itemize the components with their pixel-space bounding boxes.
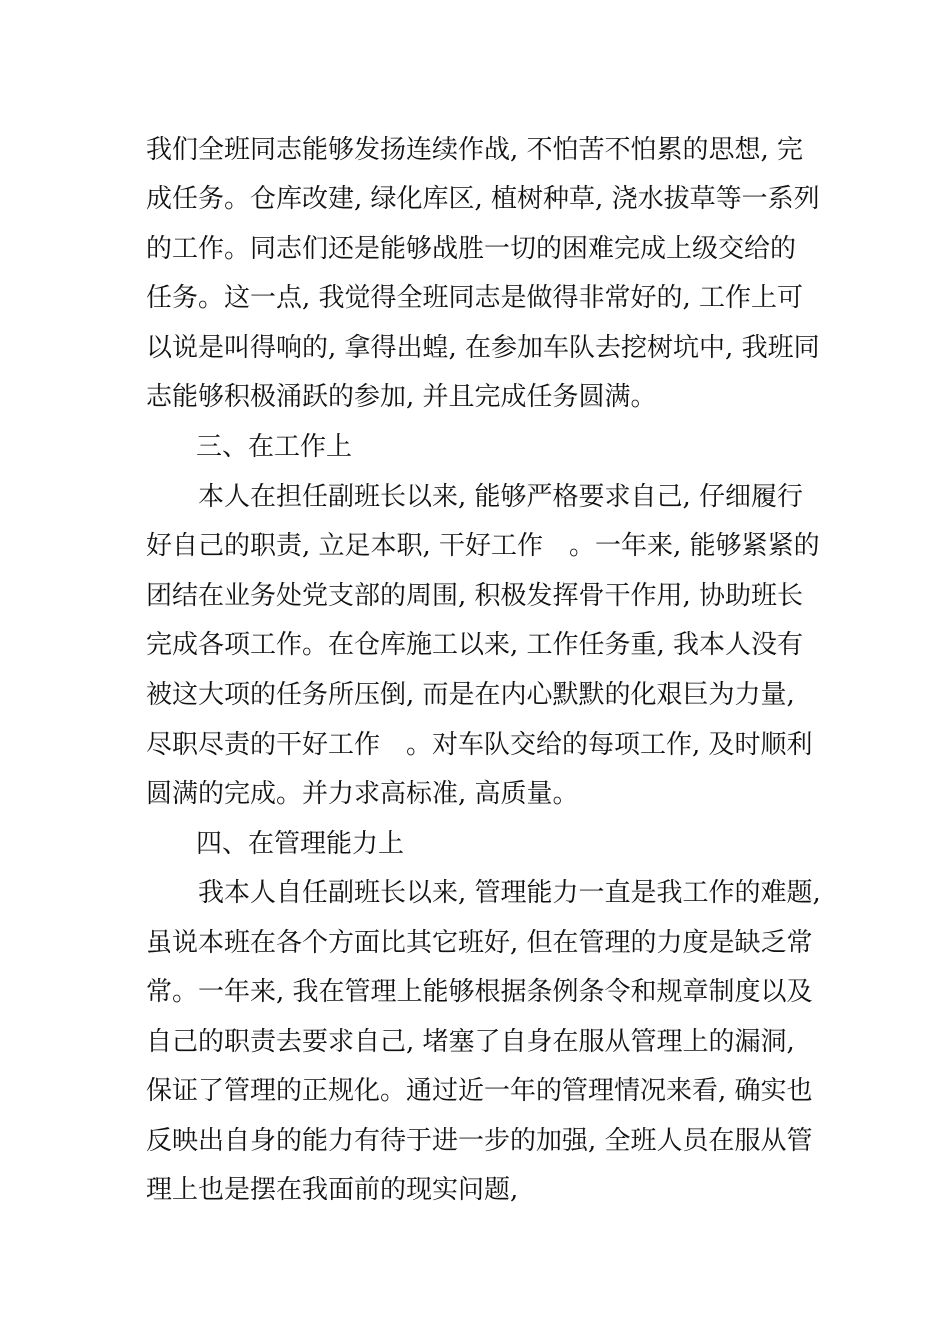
paragraph-line: 以说是叫得响的, 拿得出蝗, 在参加车队去挖树坑中, 我班同: [146, 333, 820, 363]
paragraph-line: 的工作。同志们还是能够战胜一切的困难完成上级交给的: [146, 234, 797, 264]
paragraph-line: 反映出自身的能力有待于进一步的加强, 全班人员在服从管: [146, 1126, 813, 1156]
paragraph-line: 任务。这一点, 我觉得全班同志是做得非常好的, 工作上可: [146, 283, 804, 313]
paragraph-line: 尽职尽责的干好工作 。对车队交给的每项工作, 及时顺利: [146, 730, 813, 760]
paragraph-line: 志能够积极涌跃的参加, 并且完成任务圆满。: [146, 382, 657, 412]
paragraph-line: 虽说本班在各个方面比其它班好, 但在管理的力度是缺乏常: [146, 928, 813, 958]
section-heading-work: 三、在工作上: [196, 432, 353, 462]
paragraph-line: 我们全班同志能够发扬连续作战, 不怕苦不怕累的思想, 完: [146, 135, 804, 165]
paragraph-line: 成任务。仓库改建, 绿化库区, 植树种草, 浇水拔草等一系列: [146, 184, 820, 214]
paragraph-line: 完成各项工作。在仓库施工以来, 工作任务重, 我本人没有: [146, 630, 804, 660]
paragraph-line: 好自己的职责, 立足本职, 干好工作 。一年来, 能够紧紧的: [146, 531, 820, 561]
section-heading-management: 四、在管理能力上: [196, 829, 405, 859]
paragraph-line: 理上也是摆在我面前的现实问题,: [146, 1175, 519, 1205]
paragraph-line: 被这大项的任务所压倒, 而是在内心默默的化艰巨为力量,: [146, 680, 795, 710]
paragraph-line: 保证了管理的正规化。通过近一年的管理情况来看, 确实也: [146, 1076, 813, 1106]
paragraph-line: 自己的职责去要求自己, 堵塞了自身在服从管理上的漏洞,: [146, 1027, 795, 1057]
paragraph-line: 圆满的完成。并力求高标准, 高质量。: [146, 779, 579, 809]
paragraph-line: 团结在业务处党支部的周围, 积极发挥骨干作用, 协助班长: [146, 581, 804, 611]
paragraph-line: 我本人自任副班长以来, 管理能力一直是我工作的难题,: [198, 878, 821, 908]
paragraph-line: 常。一年来, 我在管理上能够根据条例条令和规章制度以及: [146, 977, 813, 1007]
paragraph-line: 本人在担任副班长以来, 能够严格要求自己, 仔细履行: [198, 482, 804, 512]
